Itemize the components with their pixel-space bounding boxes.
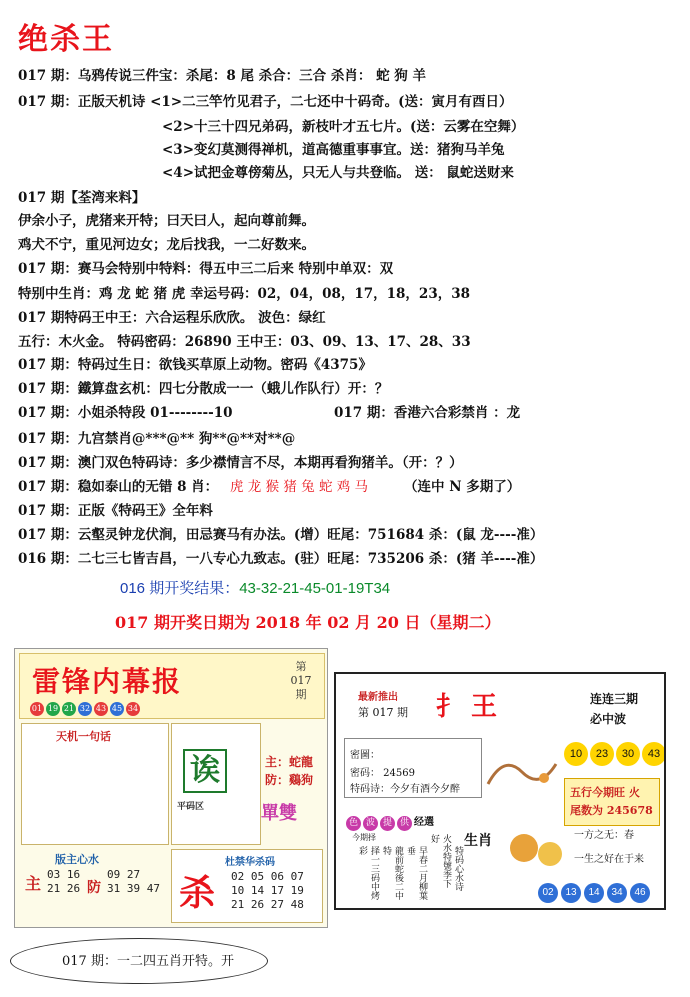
monkey-illustration-icon	[504, 826, 568, 876]
text-line: 017 期特码王中王：六合运程乐欣欣。 波色：绿红	[18, 310, 326, 326]
number-ball: 46	[630, 883, 650, 903]
poem-label: 今期择	[352, 833, 376, 842]
te-wang-card	[334, 672, 666, 910]
number-ball: 34	[126, 702, 140, 716]
text-line: 017 期：九宫禁肖@***@** 狗**@**对**@	[18, 431, 296, 447]
mitu-label: 密圖：	[350, 750, 380, 761]
number-ball: 21	[62, 702, 76, 716]
text-line: 017 期：赛马会特别中特料：得五中三二后来 特别中单双：双	[18, 261, 394, 277]
number-ball: 10	[564, 742, 588, 766]
draw-date: 017 期开奖日期为 2018 年 02 月 20 日（星期二）	[115, 613, 501, 632]
zhu-label: 主	[25, 874, 42, 893]
text-line: 017 期：乌鸦传说三件宝：杀尾：8 尾 杀合：三合 杀肖： 蛇 狗 羊	[18, 68, 426, 84]
zhu-numbers: 03 16	[47, 868, 81, 881]
number-ball: 14	[584, 883, 604, 903]
speech-bubble-text: 017 期：一二四五肖开特。开	[62, 954, 234, 969]
fang-text: 防：鷄狗	[265, 773, 314, 787]
big-character: 诶	[183, 749, 227, 793]
wuxing-text: 五行今期旺 火	[570, 786, 640, 799]
zhu-numbers: 09 27	[107, 868, 141, 881]
issue-label: 第	[295, 660, 307, 673]
number-ball: 13	[561, 883, 581, 903]
riddle-text: 一方之无：春	[574, 830, 634, 841]
yisheng-text: 一生之好在于来	[574, 854, 644, 865]
text-line: 017 期：鐵算盘玄机：四七分散成一一（蛾儿作队行）开：？	[18, 381, 389, 397]
mima-text: 密码： 24569	[350, 768, 415, 779]
number-ball: 43	[94, 702, 108, 716]
leifeng-balls	[30, 702, 142, 716]
text-line: 017 期：云壑灵钟龙伏涧，田忌赛马有办法。(增）旺尾：751684 杀：(鼠 龙----准）	[18, 527, 544, 543]
sha-icon: 杀	[179, 872, 216, 914]
zhu-numbers: 31 39 47	[107, 882, 160, 895]
shengxiao-label: 生肖	[464, 833, 492, 849]
number-ball: 19	[46, 702, 60, 716]
poem-line: 择一三码中烤彩	[357, 846, 379, 900]
jingxuan-text: 经選	[414, 817, 434, 828]
poem-line: 龍前蛇後二中特	[381, 846, 403, 900]
poem-line: 早春二月柳葉垂	[405, 846, 427, 900]
banzhu-title: 版主心水	[55, 853, 99, 866]
pinggu-label: 平码区	[177, 802, 205, 812]
number-ball: 34	[607, 883, 627, 903]
text-line: 五行：木火金。 特码密码：26890 王中王：03、09、13、17、28、33	[18, 334, 471, 350]
sebo-tag: 波	[363, 816, 378, 831]
text-line: 017 期：澳门双色特码诗：多少襟情言不尽，本期再看狗猪羊。（开：？）	[18, 455, 463, 471]
sebo-tag: 提	[380, 816, 395, 831]
page-title: 绝杀王	[18, 22, 114, 57]
leifeng-header	[19, 653, 325, 719]
number-ball: 30	[616, 742, 640, 766]
sebo-tag: 色	[346, 816, 361, 831]
zhu-numbers: 21 26	[47, 882, 81, 895]
text-line: <2>十三十四兄弟码，新枝叶才五七片。(送：云雾在空舞）	[162, 119, 525, 135]
text-line: 017 期：特码过生日：欲钱买草原上动物。密码《4375》	[18, 357, 372, 373]
leifeng-issue	[288, 660, 314, 702]
draw-result-numbers: 43-32-21-45-01-19T34	[239, 580, 391, 597]
draw-result-label: 016 期开奖结果：	[120, 580, 240, 597]
sha-title: 杜禁华杀码	[225, 857, 275, 868]
te-wang-issue: 第 017 期	[358, 706, 408, 719]
fang-label: 防	[87, 880, 101, 896]
text-line: 017 期：正版天机诗 <1>二三竿竹见君子，二七还中十码奇。(送：寅月有酉日）	[18, 94, 513, 110]
sha-numbers: 10 14 17 19	[231, 884, 304, 897]
blue-balls	[538, 880, 653, 903]
dragon-illustration-icon	[484, 744, 560, 802]
poem-line: 火水特號季下好	[429, 834, 451, 888]
bizhong-text: 必中波	[590, 712, 627, 726]
zodiac-list: 虎 龙 猴 猪 兔 蛇 鸡 马	[230, 479, 369, 495]
lianlian-text: 连连三期	[590, 692, 639, 706]
number-ball: 45	[110, 702, 124, 716]
text-line: 特别中生肖：鸡 龙 蛇 猪 虎 幸运号码：02，04，08，17，18，23，38	[18, 286, 471, 302]
zhu-text: 主：蛇龍	[265, 755, 314, 769]
text-line: 鸡犬不宁，重见河边女；龙后找我，一二好数来。	[18, 237, 315, 253]
poem-line: 特码心水诗	[453, 846, 463, 891]
number-ball: 43	[642, 742, 666, 766]
number-ball: 01	[30, 702, 44, 716]
text-line: 伊余小子，虎猪来开特；曰天曰人，起向尊前舞。	[18, 213, 315, 229]
text-line: <4>试把金尊傍菊丛，只无人与共登临。 送： 鼠蛇送财来	[162, 165, 514, 181]
tianji-box	[21, 723, 169, 845]
text-line: 017 期：香港六合彩禁肖 ：龙	[334, 405, 521, 421]
number-ball: 23	[590, 742, 614, 766]
sebo-tag: 供	[397, 816, 412, 831]
weishu-text: 尾数为 245678	[570, 804, 653, 817]
danshuang-text: 單雙	[261, 803, 297, 824]
text-line: 017 期：小姐杀特段 01--------10	[18, 405, 233, 421]
draw-result	[120, 577, 390, 598]
number-ball: 02	[538, 883, 558, 903]
leifeng-title: 雷锋内幕报	[32, 665, 183, 698]
issue-number: 017 期	[290, 674, 312, 701]
number-ball: 32	[78, 702, 92, 716]
te-wang-title: 扌 王	[436, 692, 498, 722]
temazhi-text: 特码诗：今夕有酒今夕醉	[350, 784, 460, 795]
text-line: 017 期【荃湾来料】	[18, 190, 146, 206]
text-line: 017 期：稳如泰山的无错 8 肖：	[18, 479, 219, 495]
text-line: （连中 N 多期了）	[404, 479, 521, 495]
yellow-balls	[564, 742, 666, 766]
tianji-title: 天机一句话	[56, 730, 111, 743]
sebo-tags	[346, 810, 434, 831]
text-line: <3>变幻莫测得禅机，道高德重事事宜。送：猪狗马羊兔	[162, 142, 505, 158]
text-line: 017 期：正版《特码王》全年料	[18, 503, 213, 519]
sha-numbers: 02 05 06 07	[231, 870, 304, 883]
leifeng-card	[14, 648, 328, 928]
sha-numbers: 21 26 27 48	[231, 898, 304, 911]
text-line: 016 期：二七三七皆吉昌，一八专心九致志。(驻）旺尾：735206 杀：(猪 羊----准）	[18, 551, 544, 567]
new-tag: 最新推出	[358, 692, 398, 703]
